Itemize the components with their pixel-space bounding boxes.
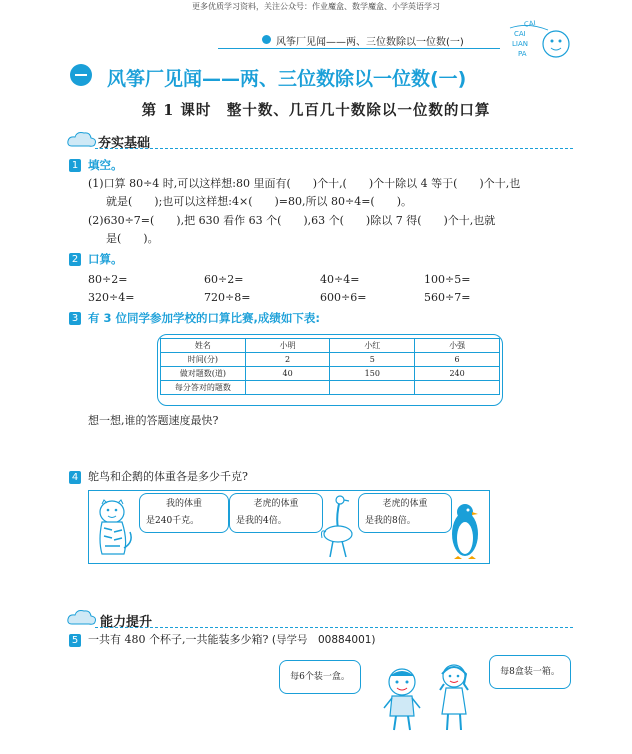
- q2-item: 600÷6=: [320, 291, 367, 304]
- q5-number: 5: [69, 634, 81, 647]
- chapter-title: 风筝厂见闻——两、三位数除以一位数(一): [107, 68, 467, 90]
- penguin-image: [446, 500, 484, 564]
- section-basic-label: 夯实基础: [98, 136, 151, 151]
- table-cell: 时间(分): [161, 353, 246, 367]
- table-row: [161, 381, 500, 395]
- running-header-dot: [262, 35, 271, 44]
- section-basic-rule: [95, 148, 573, 149]
- table-cell: 每分答对的题数: [161, 381, 246, 395]
- lesson-title: 第 1 课时 整十数、几百几十数除以一位数的口算: [141, 102, 491, 119]
- section-advanced-label: 能力提升: [100, 615, 153, 630]
- q1-number: 1: [69, 159, 81, 172]
- bubble-line: 每6个装一盒。: [290, 672, 350, 682]
- table-row: [161, 353, 500, 367]
- bubble-line: 是我的8倍。: [365, 516, 416, 526]
- boy-image: [380, 666, 426, 736]
- q1-line1: (1)口算 80÷4 时,可以这样想:80 里面有( )个十,( )个十除以 4 等于( )个十,也: [88, 177, 521, 190]
- table-cell-empty[interactable]: [245, 381, 330, 395]
- boy-icon: [380, 666, 426, 732]
- table-cell: 40: [245, 367, 330, 381]
- table-header-row: [161, 339, 500, 353]
- table-header-cell: 小明: [245, 339, 330, 353]
- q1-line2: 就是( );也可以这样想:4×( )=80,所以 80÷4=( )。: [106, 195, 413, 208]
- q2-number: 2: [69, 253, 81, 266]
- penguin-icon: [446, 500, 484, 560]
- penguin-speech-bubble: [358, 493, 452, 533]
- chapter-title-dot: [70, 64, 92, 86]
- ostrich-image: [318, 494, 358, 564]
- section-advanced-rule: [95, 627, 573, 628]
- q4-number: 4: [69, 471, 81, 484]
- girl-icon: [434, 660, 474, 732]
- table-cell: 做对题数(道): [161, 367, 246, 381]
- q3-score-table: [160, 338, 500, 395]
- table-cell: 2: [245, 353, 330, 367]
- tiger-image: [90, 496, 138, 562]
- logo: [508, 18, 572, 70]
- running-header-rule: [218, 48, 500, 49]
- q2-item: 320÷4=: [88, 291, 135, 304]
- tiger-speech-bubble: [139, 493, 229, 533]
- bubble-line: 老虎的体重: [382, 499, 428, 509]
- logo-text-2: CAI: [514, 30, 526, 38]
- table-header-cell: 小红: [330, 339, 415, 353]
- bubble-line: 是240千克。: [146, 516, 200, 526]
- section-advanced-icon: [67, 608, 97, 632]
- ostrich-icon: [318, 494, 358, 560]
- logo-text-1: CAI: [523, 19, 537, 29]
- section-basic-icon: [67, 130, 97, 154]
- q2-item: 720÷8=: [204, 291, 251, 304]
- q2-item: 40÷4=: [320, 273, 360, 286]
- table-cell: 240: [415, 367, 500, 381]
- q3-number: 3: [69, 312, 81, 325]
- tiger-icon: [90, 496, 138, 558]
- q1-line4: 是( )。: [106, 232, 159, 245]
- top-note: 更多优质学习资料，关注公众号：作业魔盒、数学魔盒、小学英语学习: [192, 2, 440, 11]
- bubble-line: 老虎的体重: [253, 499, 299, 509]
- ostrich-speech-bubble: [229, 493, 323, 533]
- q1-title: 填空。: [88, 158, 123, 172]
- bubble-line: 我的体重: [165, 499, 202, 509]
- logo-text-3: LIAN: [512, 40, 528, 48]
- q2-item: 560÷7=: [424, 291, 471, 304]
- running-header: 风筝厂见闻——两、三位数除以一位数(一): [276, 37, 464, 48]
- q3-question: 想一想,谁的答题速度最快?: [88, 414, 219, 427]
- q5-title-text: 一共有 480 个杯子,一共能装多少箱?: [88, 633, 269, 646]
- girl-image: [434, 660, 474, 736]
- logo-text-4: PA: [518, 50, 527, 58]
- table-cell-empty[interactable]: [415, 381, 500, 395]
- table-cell-empty[interactable]: [330, 381, 415, 395]
- q2-item: 60÷2=: [204, 273, 244, 286]
- q2-item: 100÷5=: [424, 273, 471, 286]
- q2-item: 80÷2=: [88, 273, 128, 286]
- bubble-line: 是我的4倍。: [236, 516, 287, 526]
- girl-speech-bubble: [489, 655, 571, 689]
- table-cell: 5: [330, 353, 415, 367]
- q5-guide-code: (导学号 00884001): [271, 634, 376, 646]
- cloud-icon: [67, 130, 97, 150]
- cloud-icon: [67, 608, 97, 628]
- table-header-cell: 姓名: [161, 339, 246, 353]
- q1-line3: (2)630÷7=( ),把 630 看作 63 个( ),63 个( )除以 7 得( )个十,也就: [88, 214, 496, 227]
- q3-title: 有 3 位同学参加学校的口算比赛,成绩如下表:: [88, 311, 320, 325]
- q4-title: 鸵鸟和企鹅的体重各是多少千克?: [88, 470, 248, 483]
- boy-speech-bubble: [279, 660, 361, 694]
- q5-title: [88, 631, 376, 649]
- table-cell: 150: [330, 367, 415, 381]
- table-row: [161, 367, 500, 381]
- bubble-line: 每8盒装一箱。: [500, 667, 560, 677]
- table-cell: 6: [415, 353, 500, 367]
- q2-title: 口算。: [88, 252, 123, 266]
- table-header-cell: 小强: [415, 339, 500, 353]
